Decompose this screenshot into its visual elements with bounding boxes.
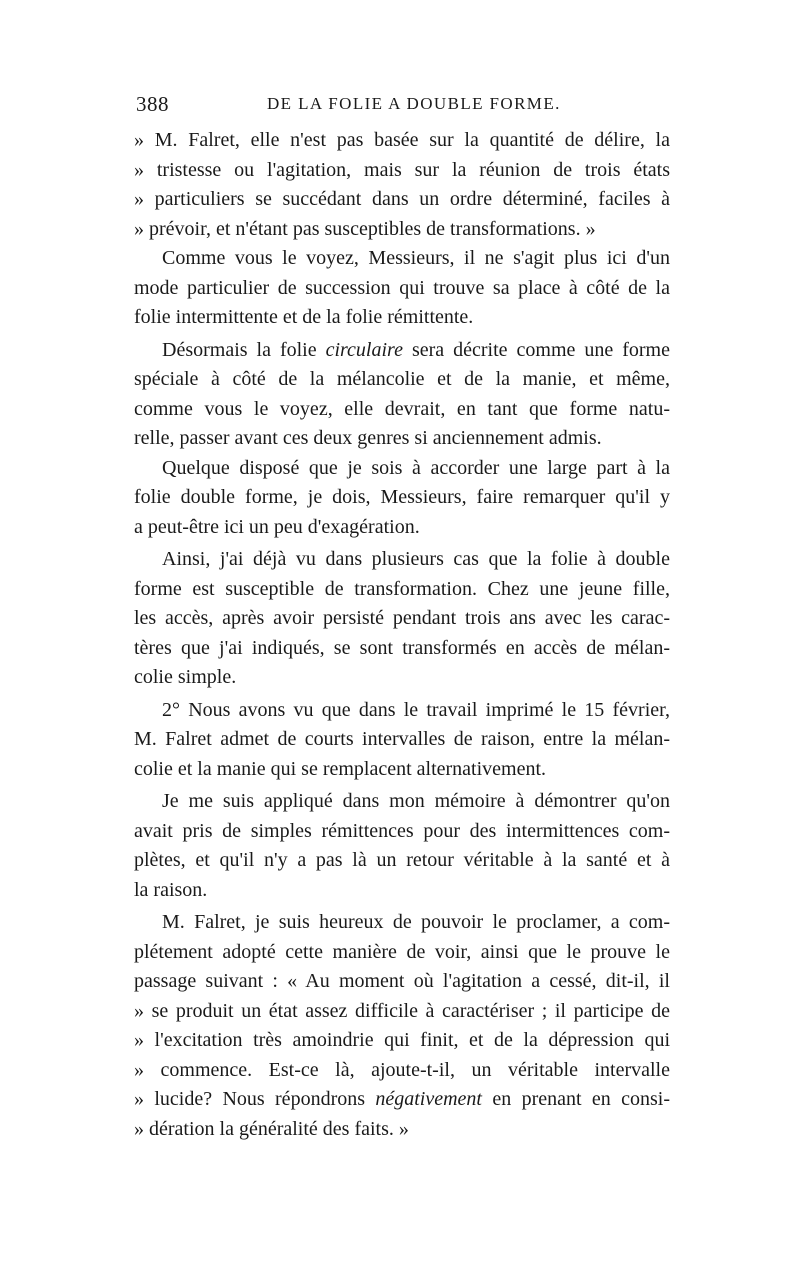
text-line: » l'excitation très amoindrie qui finit, et de la dépression qui bbox=[134, 1029, 670, 1051]
text-line: a peut-être ici un peu d'exagération. bbox=[134, 515, 420, 538]
text-line: avait pris de simples rémittences pour des intermittences com- bbox=[134, 819, 670, 842]
text-line: » commence. Est-ce là, ajoute-t-il, un véritable intervalle bbox=[134, 1058, 670, 1081]
page-number: 388 bbox=[136, 92, 169, 116]
text-line: » particuliers se succédant dans un ordre déterminé, faciles à bbox=[134, 188, 670, 210]
text-line: spéciale à côté de la mélancolie et de la manie, et même, bbox=[134, 368, 670, 390]
italic-text: circulaire bbox=[325, 338, 403, 361]
text-segment: sera décrite comme une forme bbox=[402, 338, 670, 361]
text-line: » dération la généralité des faits. » bbox=[134, 1117, 409, 1140]
text-line: Je me suis appliqué dans mon mémoire à démontrer qu'on bbox=[162, 790, 670, 812]
text-segment: en prenant en consi- bbox=[481, 1088, 670, 1110]
text-line: folie intermittente et de la folie rémittente. bbox=[134, 306, 474, 328]
text-line: » prévoir, et n'étant pas susceptibles de transformations. » bbox=[134, 217, 596, 240]
text-line: Quelque disposé que je sois à accorder une large part à la bbox=[162, 456, 670, 479]
text-segment: » lucide? Nous répondrons bbox=[134, 1088, 376, 1110]
text-line: folie double forme, je dois, Messieurs, faire remarquer qu'il y bbox=[134, 486, 670, 508]
text-segment: Désormais la folie bbox=[162, 338, 326, 361]
text-line: Comme vous le voyez, Messieurs, il ne s'agit plus ici d'un bbox=[162, 247, 670, 269]
text-line bbox=[134, 336, 670, 366]
text-line: forme est susceptible de transformation. Chez une jeune fille, bbox=[134, 577, 670, 600]
text-line: comme vous le voyez, elle devrait, en tant que forme natu- bbox=[134, 397, 670, 420]
text-line: M. Falret admet de courts intervalles de raison, entre la mélan- bbox=[134, 728, 670, 750]
running-title: DE LA FOLIE A DOUBLE FORME. bbox=[267, 94, 561, 113]
italic-text: négativement bbox=[375, 1088, 482, 1110]
body-text bbox=[134, 126, 670, 1144]
text-line: tères que j'ai indiqués, se sont transformés en accès de mélan- bbox=[134, 636, 670, 659]
text-line: » se produit un état assez difficile à caractériser ; il participe de bbox=[134, 999, 670, 1022]
text-line bbox=[134, 1085, 670, 1115]
text-line: colie simple. bbox=[134, 666, 237, 688]
text-line: plétement adopté cette manière de voir, ainsi que le prouve le bbox=[134, 940, 670, 963]
text-line: Ainsi, j'ai déjà vu dans plusieurs cas que la folie à double bbox=[162, 548, 670, 570]
text-line: mode particulier de succession qui trouve sa place à côté de la bbox=[134, 276, 670, 299]
text-line: 2° Nous avons vu que dans le travail imprimé le 15 février, bbox=[162, 698, 670, 721]
text-line: plètes, et qu'il n'y a pas là un retour véritable à la santé et à bbox=[134, 849, 670, 871]
text-line: colie et la manie qui se remplacent alternativement. bbox=[134, 757, 547, 780]
text-line: passage suivant : « Au moment où l'agitation a cessé, dit-il, il bbox=[134, 970, 670, 992]
text-line: la raison. bbox=[134, 878, 208, 901]
text-line: » tristesse ou l'agitation, mais sur la réunion de trois états bbox=[134, 158, 670, 181]
text-line: les accès, après avoir persisté pendant trois ans avec les carac- bbox=[134, 607, 670, 629]
text-line: » M. Falret, elle n'est pas basée sur la quantité de délire, la bbox=[134, 129, 670, 151]
text-line: M. Falret, je suis heureux de pouvoir le proclamer, a com- bbox=[162, 911, 670, 933]
page-header bbox=[136, 92, 669, 122]
text-line: relle, passer avant ces deux genres si anciennement admis. bbox=[134, 427, 602, 449]
